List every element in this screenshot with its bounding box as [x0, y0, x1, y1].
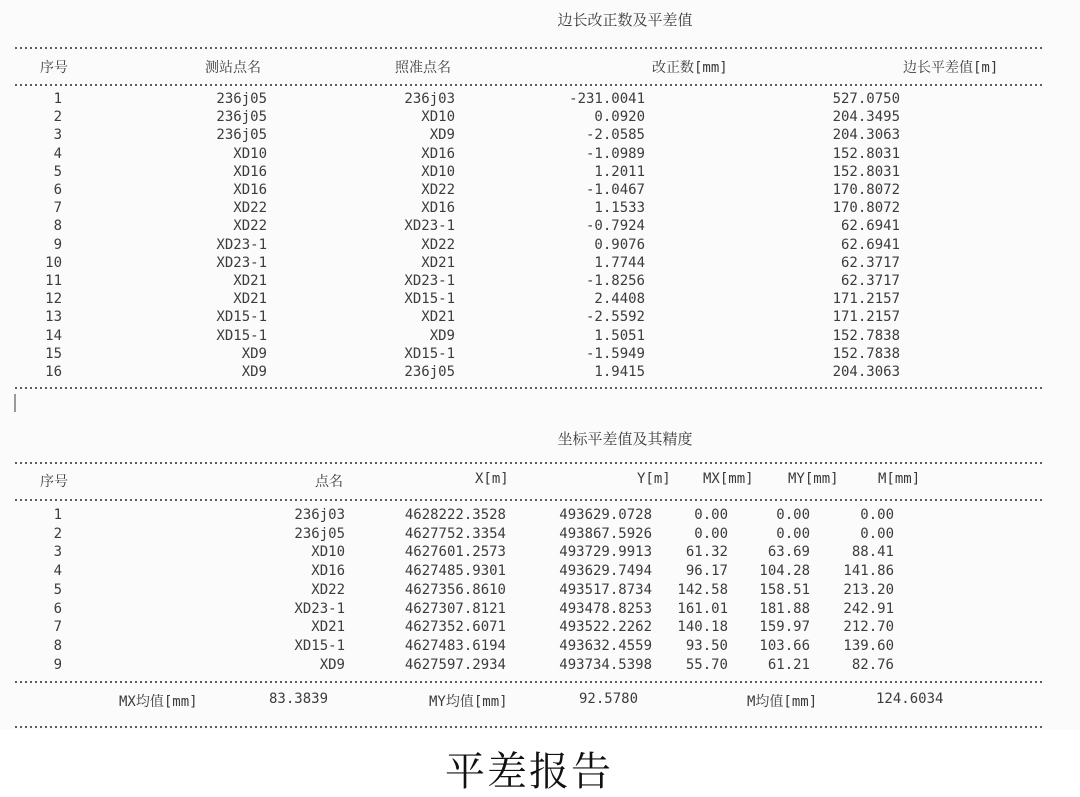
- cell-station: XD9: [241, 364, 267, 381]
- cell-x: 4627752.3354: [404, 525, 506, 542]
- cell-y: 493522.2262: [559, 619, 652, 636]
- cell-seq: 5: [53, 163, 62, 180]
- cell-m: 0.00: [860, 507, 894, 523]
- cell-target: XD9: [429, 327, 455, 344]
- cell-station: 236j05: [216, 91, 267, 107]
- cell-seq: 12: [45, 291, 62, 308]
- cell-station: XD15-1: [216, 309, 267, 326]
- cell-m: 139.60: [843, 637, 894, 654]
- cell-seq: 2: [53, 109, 62, 126]
- cell-target: 236j05: [404, 364, 455, 381]
- cell-station: 236j05: [216, 127, 267, 144]
- cell-length: 152.8031: [832, 145, 900, 162]
- table-row: [15, 363, 1043, 381]
- table-row: [15, 272, 1043, 290]
- cell-y: 493632.4559: [559, 637, 652, 654]
- cell-seq: 9: [53, 656, 62, 673]
- table-row: [15, 637, 1043, 656]
- table-row: [15, 345, 1043, 363]
- cell-target: XD15-1: [404, 291, 455, 308]
- cell-target: XD15-1: [404, 345, 455, 362]
- cell-m: 242.91: [843, 600, 894, 617]
- cell-y: 493867.5926: [559, 525, 652, 542]
- cell-target: XD21: [421, 254, 455, 271]
- table-row: [15, 308, 1043, 326]
- divider-dotted: [15, 462, 1043, 464]
- cell-my: 103.66: [759, 637, 810, 654]
- cell-name: XD21: [311, 619, 345, 636]
- cell-length: 204.3063: [832, 364, 900, 381]
- cell-station: XD23-1: [216, 254, 267, 271]
- divider-dotted: [15, 726, 1043, 728]
- cell-name: XD15-1: [294, 637, 345, 654]
- cell-length: 170.8072: [832, 200, 900, 217]
- table-row: [15, 90, 1043, 108]
- report-body: [15, 0, 1043, 797]
- cell-mx: 142.58: [677, 581, 728, 598]
- divider-dotted: [15, 47, 1043, 49]
- cell-length: 527.0750: [832, 91, 900, 107]
- cell-correction: -1.5949: [585, 345, 645, 362]
- cell-seq: 1: [53, 507, 62, 523]
- cell-mx: 140.18: [677, 619, 728, 636]
- cell-x: 4627483.6194: [404, 637, 506, 654]
- cell-x: 4627356.8610: [404, 581, 506, 598]
- cell-correction: 1.9415: [594, 364, 645, 381]
- table-row: [15, 562, 1043, 581]
- cell-length: 62.6941: [840, 236, 900, 253]
- cell-m: 0.00: [860, 525, 894, 542]
- cell-target: XD23-1: [404, 218, 455, 235]
- cell-x: 4628222.3528: [404, 507, 506, 523]
- cell-length: 204.3495: [832, 109, 900, 126]
- cell-station: XD16: [233, 182, 267, 199]
- cell-seq: 8: [53, 218, 62, 235]
- cell-correction: -231.0041: [569, 91, 645, 107]
- table1-rows: [15, 90, 1043, 381]
- cell-seq: 3: [53, 127, 62, 144]
- table-row: [15, 327, 1043, 345]
- cell-mx: 161.01: [677, 600, 728, 617]
- cell-correction: 2.4408: [594, 291, 645, 308]
- cell-seq: 8: [53, 637, 62, 654]
- mean-mx-label: MX均值[mm]: [119, 694, 198, 710]
- cell-seq: 1: [53, 91, 62, 107]
- cell-seq: 10: [45, 254, 62, 271]
- cell-length: 152.8031: [832, 163, 900, 180]
- cell-my: 104.28: [759, 563, 810, 580]
- table1-header-row: [15, 57, 1043, 79]
- divider-dotted: [15, 499, 1043, 501]
- cell-mx: 55.70: [685, 656, 728, 673]
- cell-x: 4627597.2934: [404, 656, 506, 673]
- cell-correction: -1.0467: [585, 182, 645, 199]
- cell-seq: 5: [53, 581, 62, 598]
- cell-y: 493517.8734: [559, 581, 652, 598]
- cell-length: 170.8072: [832, 182, 900, 199]
- cell-seq: 13: [45, 309, 62, 326]
- table-row: [15, 581, 1043, 600]
- cell-correction: -2.5592: [585, 309, 645, 326]
- table2-summary-row: [15, 691, 1043, 713]
- table2-header-mx: MX[mm]: [703, 471, 754, 487]
- cell-x: 4627352.6071: [404, 619, 506, 636]
- cell-station: XD9: [241, 345, 267, 362]
- table-row: [15, 656, 1043, 675]
- cell-length: 171.2157: [832, 309, 900, 326]
- table-row: [15, 254, 1043, 272]
- table-row: [15, 543, 1043, 562]
- table2-header-m: M[mm]: [878, 471, 921, 487]
- cell-correction: -2.0585: [585, 127, 645, 144]
- cell-m: 212.70: [843, 619, 894, 636]
- cell-mx: 61.32: [685, 544, 728, 561]
- cell-station: XD10: [233, 145, 267, 162]
- table-row: [15, 618, 1043, 637]
- table-row: [15, 290, 1043, 308]
- cell-y: 493478.8253: [559, 600, 652, 617]
- cell-name: XD10: [311, 544, 345, 561]
- cell-station: XD21: [233, 291, 267, 308]
- cell-name: 236j03: [294, 507, 345, 523]
- cell-target: XD22: [421, 236, 455, 253]
- cell-m: 213.20: [843, 581, 894, 598]
- table-row: [15, 181, 1043, 199]
- cell-length: 62.6941: [840, 218, 900, 235]
- cell-target: 236j03: [404, 91, 455, 107]
- cell-seq: 2: [53, 525, 62, 542]
- cell-seq: 4: [53, 563, 62, 580]
- cell-mx: 0.00: [694, 525, 728, 542]
- table2-title: 坐标平差值及其精度: [557, 430, 693, 448]
- cell-m: 82.76: [851, 656, 894, 673]
- cell-seq: 4: [53, 145, 62, 162]
- cell-correction: -1.0989: [585, 145, 645, 162]
- divider-dotted: [15, 387, 1043, 389]
- cell-correction: 1.1533: [594, 200, 645, 217]
- table1-title: 边长改正数及平差值: [557, 11, 693, 29]
- cell-target: XD16: [421, 145, 455, 162]
- cell-seq: 9: [53, 236, 62, 253]
- cell-mx: 96.17: [685, 563, 728, 580]
- cell-correction: 0.9076: [594, 236, 645, 253]
- cell-name: XD23-1: [294, 600, 345, 617]
- cell-correction: 0.0920: [594, 109, 645, 126]
- table1-header-target: 照准点名: [395, 60, 451, 76]
- cell-target: XD10: [421, 163, 455, 180]
- cell-name: XD16: [311, 563, 345, 580]
- mean-m-value: 124.6034: [876, 691, 944, 707]
- cell-target: XD16: [421, 200, 455, 217]
- cell-seq: 7: [53, 619, 62, 636]
- cell-my: 158.51: [759, 581, 810, 598]
- cell-length: 171.2157: [832, 291, 900, 308]
- cell-station: XD22: [233, 200, 267, 217]
- table1-header-seq: 序号: [40, 60, 68, 76]
- cell-correction: -0.7924: [585, 218, 645, 235]
- table2-header-x: X[m]: [475, 471, 509, 487]
- table-row: [15, 506, 1043, 525]
- text-cursor-mark: [14, 394, 16, 412]
- table2-header-y: Y[m]: [637, 471, 671, 487]
- cell-my: 181.88: [759, 600, 810, 617]
- cell-correction: -1.8256: [585, 273, 645, 290]
- cell-correction: 1.7744: [594, 254, 645, 271]
- divider-dotted: [15, 84, 1043, 86]
- cell-x: 4627307.8121: [404, 600, 506, 617]
- cell-correction: 1.5051: [594, 327, 645, 344]
- cell-mx: 0.00: [694, 507, 728, 523]
- table-row: [15, 199, 1043, 217]
- report-main-title: 平差报告: [445, 749, 613, 795]
- table1-header-length: 边长平差值[m]: [903, 60, 999, 76]
- table1-header-station: 测站点名: [205, 60, 261, 76]
- table-row: [15, 525, 1043, 544]
- cell-x: 4627485.9301: [404, 563, 506, 580]
- cell-length: 152.7838: [832, 345, 900, 362]
- cell-my: 61.21: [767, 656, 810, 673]
- table-row: [15, 217, 1043, 235]
- cell-my: 63.69: [767, 544, 810, 561]
- cell-seq: 14: [45, 327, 62, 344]
- cell-y: 493629.0728: [559, 507, 652, 523]
- cell-m: 88.41: [851, 544, 894, 561]
- cell-length: 62.3717: [840, 273, 900, 290]
- table-row: [15, 108, 1043, 126]
- cell-target: XD9: [429, 127, 455, 144]
- cell-station: XD22: [233, 218, 267, 235]
- cell-y: 493629.7494: [559, 563, 652, 580]
- cell-name: XD22: [311, 581, 345, 598]
- cell-station: XD21: [233, 273, 267, 290]
- table-row: [15, 600, 1043, 619]
- cell-my: 159.97: [759, 619, 810, 636]
- cell-target: XD10: [421, 109, 455, 126]
- cell-my: 0.00: [776, 525, 810, 542]
- cell-station: 236j05: [216, 109, 267, 126]
- cell-length: 152.7838: [832, 327, 900, 344]
- cell-seq: 6: [53, 600, 62, 617]
- cell-seq: 3: [53, 544, 62, 561]
- cell-target: XD21: [421, 309, 455, 326]
- mean-m-label: M均值[mm]: [747, 694, 818, 710]
- cell-correction: 1.2011: [594, 163, 645, 180]
- cell-length: 62.3717: [840, 254, 900, 271]
- cell-x: 4627601.2573: [404, 544, 506, 561]
- cell-station: XD23-1: [216, 236, 267, 253]
- divider-dotted: [15, 681, 1043, 683]
- cell-y: 493734.5398: [559, 656, 652, 673]
- cell-station: XD15-1: [216, 327, 267, 344]
- table2-rows: [15, 506, 1043, 674]
- cell-seq: 16: [45, 364, 62, 381]
- table2-header-seq: 序号: [40, 474, 68, 490]
- mean-my-value: 92.5780: [579, 691, 639, 707]
- cell-seq: 7: [53, 200, 62, 217]
- mean-my-label: MY均值[mm]: [429, 694, 508, 710]
- cell-mx: 93.50: [685, 637, 728, 654]
- table2-header-row: [15, 471, 1043, 493]
- table2-header-name: 点名: [315, 474, 343, 490]
- cell-seq: 11: [45, 273, 62, 290]
- cell-seq: 15: [45, 345, 62, 362]
- cell-my: 0.00: [776, 507, 810, 523]
- cell-target: XD22: [421, 182, 455, 199]
- cell-name: 236j05: [294, 525, 345, 542]
- table-row: [15, 126, 1043, 144]
- cell-m: 141.86: [843, 563, 894, 580]
- table-row: [15, 163, 1043, 181]
- table-row: [15, 145, 1043, 163]
- cell-station: XD16: [233, 163, 267, 180]
- table-row: [15, 236, 1043, 254]
- cell-y: 493729.9913: [559, 544, 652, 561]
- table2-header-my: MY[mm]: [788, 471, 839, 487]
- table1-header-correction: 改正数[mm]: [652, 60, 728, 76]
- cell-length: 204.3063: [832, 127, 900, 144]
- mean-mx-value: 83.3839: [269, 691, 329, 707]
- cell-target: XD23-1: [404, 273, 455, 290]
- cell-seq: 6: [53, 182, 62, 199]
- cell-name: XD9: [319, 656, 345, 673]
